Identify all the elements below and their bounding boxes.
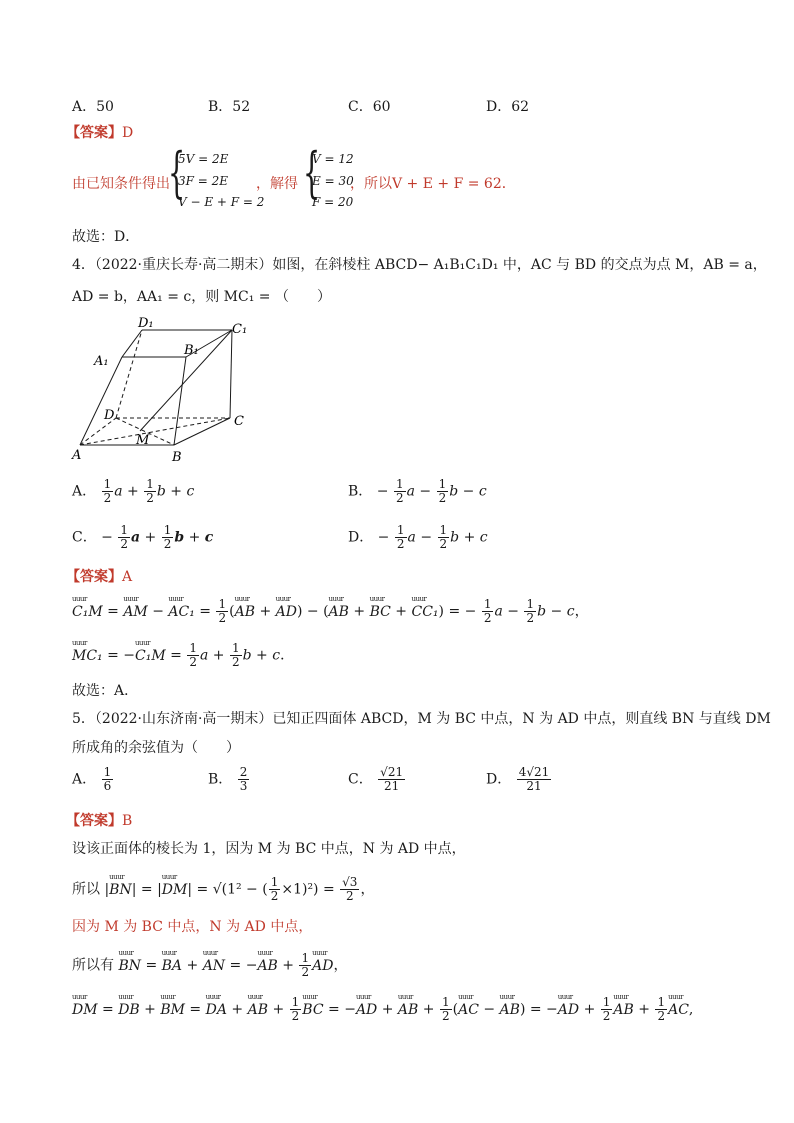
option-label: C． (72, 529, 97, 546)
q5-solution-line1: 设该正面体的棱长为 1，因为 M 为 BC 中点，N 为 AD 中点， (72, 841, 466, 857)
option-label: A． (72, 483, 97, 500)
q5-solution-line5: uuur DM = uuur DB + uuur BM = uuur DA + uuur AB + $\frac{1}{2}$ uuur BC = −uuur AD + uuur AB + $\frac{1}{2}$ (uuur AC − uuur AB) = −uuur AD + $\frac{1}{2}$ uuur AB + $\frac{1}{2}$ uuur AC, (72, 996, 693, 1023)
q3-solution-mid: ，解得 (256, 176, 298, 192)
q4-solution-line2: uuur MC₁ = −uuur C₁M = $\frac{1}{2}$ a + $\frac{1}{2}$ b + c． (72, 642, 294, 669)
q3-option-a: A．50 (72, 99, 114, 115)
q4-option-a: A． $\frac{1}{2}$ a + $\frac{1}{2}$ b + c (72, 477, 195, 505)
denominator: 3 (239, 779, 248, 793)
sys2-eq1: V = 12 (312, 152, 354, 166)
prism-figure (60, 315, 250, 465)
sys2-eq2: E = 30 (312, 174, 354, 188)
option-label: A． (72, 771, 97, 788)
q5-answer (66, 810, 132, 830)
label-b: B (172, 450, 182, 465)
q3-option-b: B．52 (208, 99, 251, 115)
label-c1: C₁ (232, 322, 248, 337)
q5-option-c (348, 766, 406, 793)
q3-answer (66, 122, 133, 142)
answer-tag: 【答案】 (66, 125, 122, 141)
q4-answer (66, 566, 132, 586)
label-b1: B₁ (184, 343, 199, 358)
q4-option-c: C． − $\frac{1}{2}$ a + $\frac{1}{2}$ b + c (72, 523, 214, 551)
q4-conclusion: 故选：A． (72, 683, 139, 699)
left-brace-1: { (168, 141, 186, 204)
answer-value: A (122, 569, 133, 585)
denominator: 21 (526, 779, 542, 793)
label-d: D (104, 408, 115, 423)
option-label: D． (348, 529, 374, 546)
option-label: B． (208, 771, 233, 788)
option-label: D． (486, 771, 512, 788)
numerator: 2 (239, 765, 248, 779)
answer-value: D (122, 125, 134, 141)
q3-option-c: C．60 (348, 99, 391, 115)
sys2-eq3: F = 20 (312, 195, 354, 209)
answer-value: B (122, 813, 133, 829)
label-m: M (136, 433, 150, 448)
q5-solution-line2: 所以 |uuur BN| = |uuur DM| = √(1² − ( $\frac{1}{2}$ ×1)²) = $\frac{√3}{2}$ ， (72, 876, 374, 903)
q3-solution-prefix: 由已知条件得出 (72, 176, 170, 192)
q3-conclusion: 故选：D． (72, 229, 140, 245)
q3-solution-suffix: ，所以V + E + F = 62． (350, 176, 516, 192)
numerator: 4√21 (518, 765, 550, 779)
answer-tag: 【答案】 (66, 813, 122, 829)
line-prefix: 所以有 (72, 957, 114, 974)
q4-option-b: B． − $\frac{1}{2}$ a − $\frac{1}{2}$ b − c (348, 477, 487, 505)
sys1-eq1: 5V = 2E (178, 152, 229, 166)
denominator: 21 (383, 779, 400, 793)
q5-solution-line3: 因为 M 为 BC 中点，N 为 AD 中点， (72, 919, 313, 935)
numerator: √21 (380, 765, 404, 779)
q5-stem-line1: 5．（2022·山东济南·高一期末）已知正四面体 ABCD，M 为 BC 中点，N 为 AD 中点，则直线 BN 与直线 DM (72, 711, 771, 727)
q5-solution-line4: 所以有 uuur BN = uuur BA + uuur AN = −uuur AB + $\frac{1}{2}$ uuur AD， (72, 952, 347, 979)
q4-option-d: D． − $\frac{1}{2}$ a − $\frac{1}{2}$ b + c (348, 523, 488, 551)
q4-stem-line1: 4．（2022·重庆长寿·高二期末）如图，在斜棱柱 ABCD− A₁B₁C₁D₁ 中，AC 与 BD 的交点为点 M，AB = a， (72, 257, 767, 273)
label-a1: A₁ (94, 354, 109, 369)
sys1-eq2: 3F = 2E (178, 174, 229, 188)
numerator: 1 (103, 765, 112, 779)
option-label: B． (348, 483, 373, 500)
q3-option-d: D．62 (486, 99, 530, 115)
label-a: A (72, 448, 82, 463)
q5-option-a (72, 766, 114, 793)
q5-option-d (486, 766, 552, 793)
q5-option-b (208, 766, 250, 793)
sys1-eq3: V − E + F = 2 (178, 195, 265, 209)
q5-stem-line2: 所成角的余弦值为（ ） (72, 740, 240, 756)
option-label: C． (348, 771, 373, 788)
q4-solution-line1: uuur C₁M = uuur AM − uuur AC₁ = $\frac{1}{2}$ (uuur AB + uuur AD) − (uuur AB + uuur BC + uuur CC₁) = − $\frac{1}{2}$ a − $\frac{1}{2}$ b − c， (72, 598, 589, 625)
line-prefix: 所以 (72, 881, 100, 898)
q4-stem-line2: AD = b，AA₁ = c，则 MC₁ = （ ） (72, 289, 331, 305)
label-d1: D₁ (138, 316, 154, 331)
answer-tag: 【答案】 (66, 569, 122, 585)
left-brace-2: { (303, 141, 321, 204)
label-c: C (234, 414, 244, 429)
denominator: 6 (103, 779, 112, 793)
